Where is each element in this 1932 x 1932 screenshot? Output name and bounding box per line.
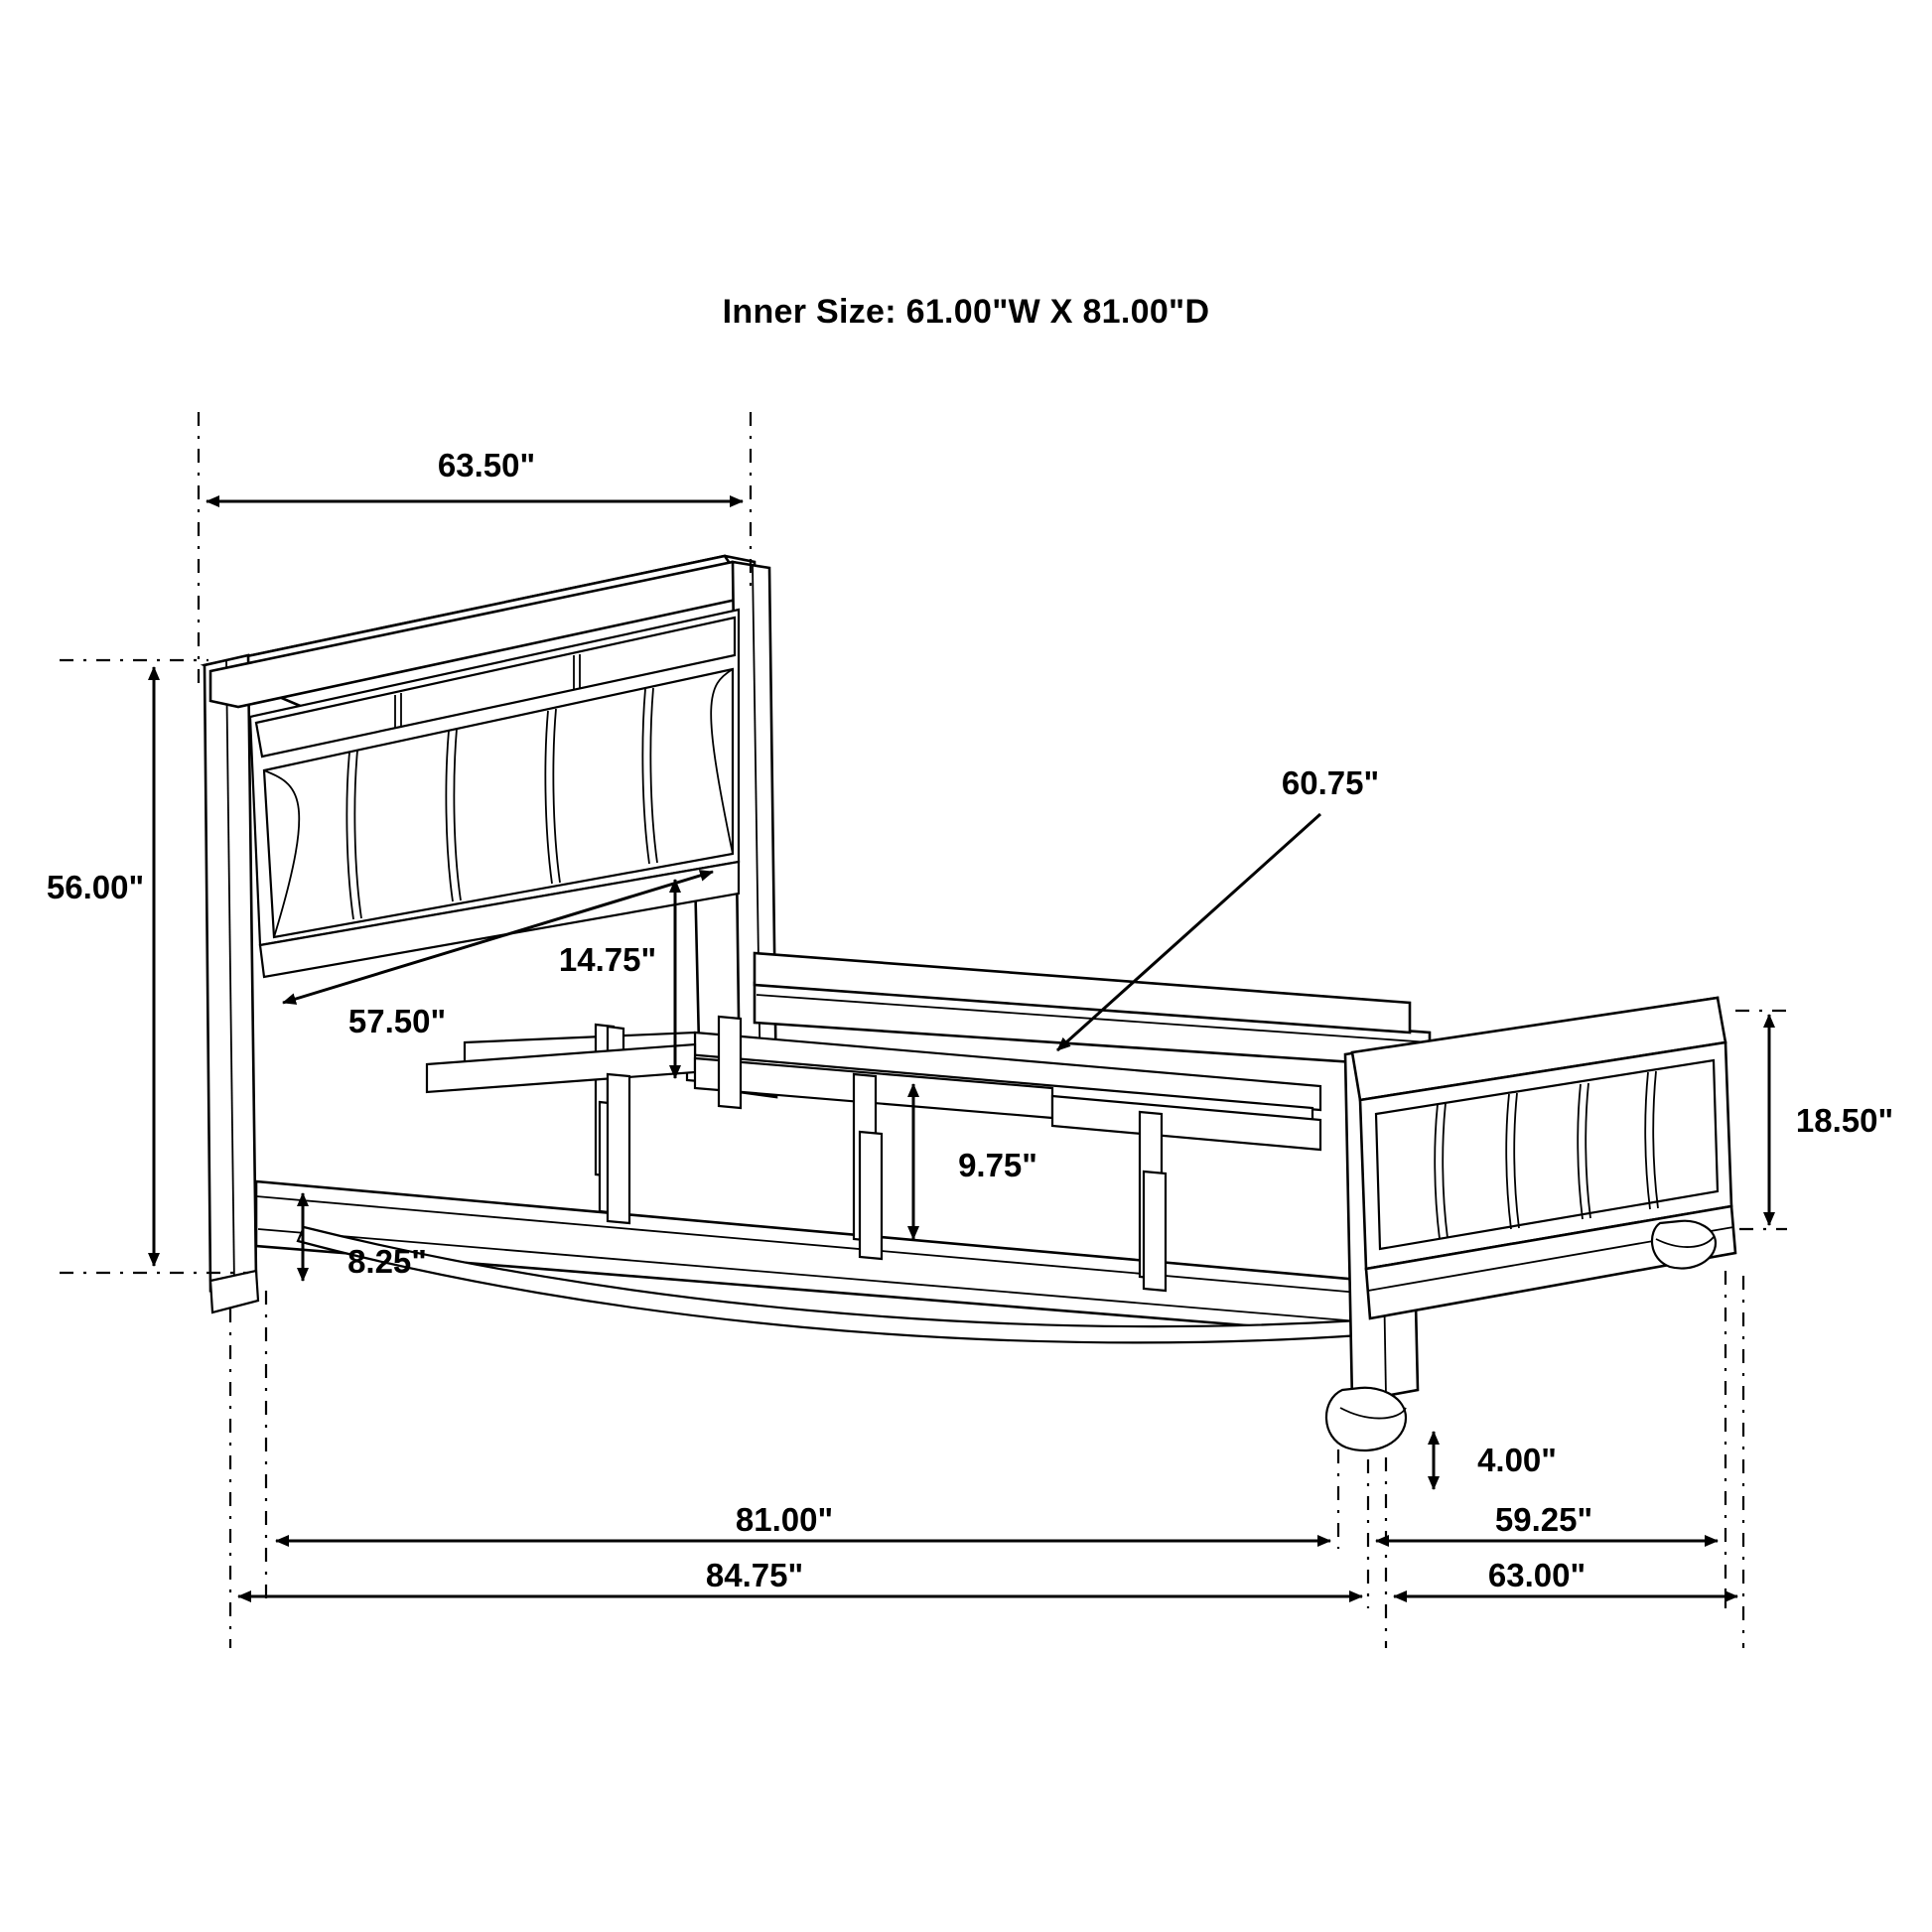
dim-label-headboard-width: 63.50" xyxy=(437,447,536,483)
headboard xyxy=(205,556,776,1291)
dim-label-side-rail-clearance: 8.25" xyxy=(347,1243,427,1280)
footboard xyxy=(1326,998,1735,1450)
dim-label-headboard-panel-height: 14.75" xyxy=(558,941,657,978)
dim-label-headboard-panel-width: 57.50" xyxy=(347,1003,447,1039)
dim-label-foot-leg-height: 4.00" xyxy=(1477,1442,1557,1478)
dim-label-headboard-height: 56.00" xyxy=(46,869,145,905)
dim-label-inner-length: 81.00" xyxy=(735,1501,834,1538)
dim-label-footboard-panel-height: 18.50" xyxy=(1795,1102,1894,1139)
dim-label-footboard-inner-width: 59.25" xyxy=(1494,1501,1593,1538)
dim-label-footboard-width: 63.00" xyxy=(1487,1557,1587,1593)
dim-label-overall-length: 84.75" xyxy=(705,1557,804,1593)
dim-label-slat-height: 9.75" xyxy=(958,1147,1037,1183)
page-title: Inner Size: 61.00"W X 81.00"D xyxy=(722,293,1210,331)
dim-label-center-rail-length: 60.75" xyxy=(1281,764,1380,801)
